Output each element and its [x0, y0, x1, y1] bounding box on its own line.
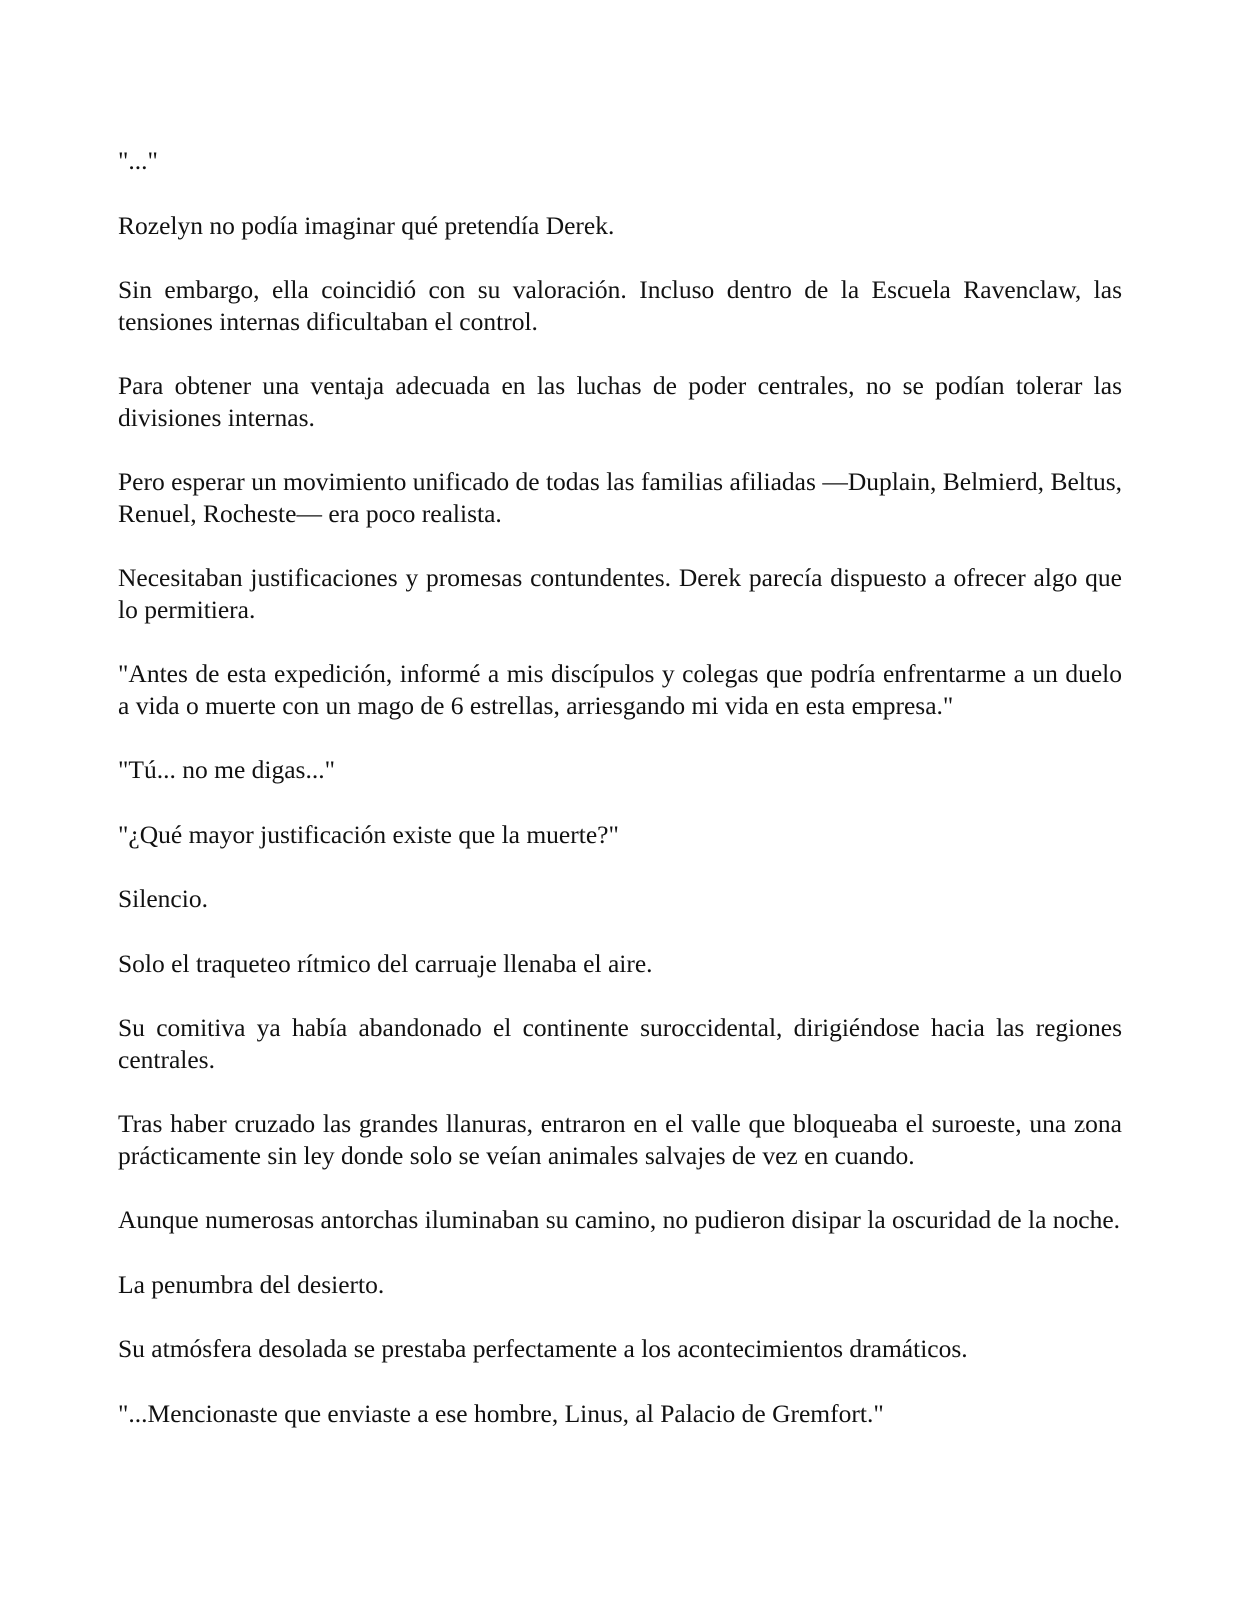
paragraph-10: Silencio. [118, 884, 208, 913]
paragraph-14: Aunque numerosas antorchas iluminaban su camino, no pudieron disipar la oscuridad de la noche. [118, 1205, 1121, 1234]
paragraph-3: Sin embargo, ella coincidió con su valoración. Incluso dentro de la Escuela Ravenclaw, las tensiones internas dificultaban el control. [118, 275, 1122, 336]
paragraph-5: Pero esperar un movimiento unificado de todas las familias afiliadas —Duplain, Belmierd, Beltus, Renuel, Rocheste— era poco realista. [118, 467, 1122, 528]
document-body [118, 145, 1122, 1462]
paragraph-17: "...Mencionaste que enviaste a ese hombre, Linus, al Palacio de Gremfort." [118, 1398, 884, 1428]
paragraph-15: La penumbra del desierto. [118, 1269, 385, 1299]
paragraph-2: Rozelyn no podía imaginar qué pretendía Derek. [118, 210, 615, 240]
paragraph-13: Tras haber cruzado las grandes llanuras, entraron en el valle que bloqueaba el suroeste, una zona prácticamente sin ley donde solo se veían animales salvajes de vez en cuando. [118, 1109, 1122, 1170]
paragraph-6: Necesitaban justificaciones y promesas contundentes. Derek parecía dispuesto a ofrecer algo que lo permitiera. [118, 563, 1122, 624]
paragraph-4: Para obtener una ventaja adecuada en las luchas de poder centrales, no se podían tolerar las divisiones internas. [118, 371, 1122, 432]
paragraph-7: "Antes de esta expedición, informé a mis discípulos y colegas que podría enfrentarme a un duelo a vida o muerte con un mago de 6 estrellas, arriesgando mi vida en esta empresa." [118, 659, 1122, 720]
paragraph-12: Su comitiva ya había abandonado el continente suroccidental, dirigiéndose hacia las regiones centrales. [118, 1013, 1122, 1074]
paragraph-1: "..." [118, 146, 158, 175]
paragraph-8: "Tú... no me digas..." [118, 755, 335, 784]
paragraph-16: Su atmósfera desolada se prestaba perfectamente a los acontecimientos dramáticos. [118, 1334, 968, 1363]
paragraph-9: "¿Qué mayor justificación existe que la muerte?" [118, 819, 619, 849]
paragraph-11: Solo el traqueteo rítmico del carruaje llenaba el aire. [118, 948, 653, 978]
